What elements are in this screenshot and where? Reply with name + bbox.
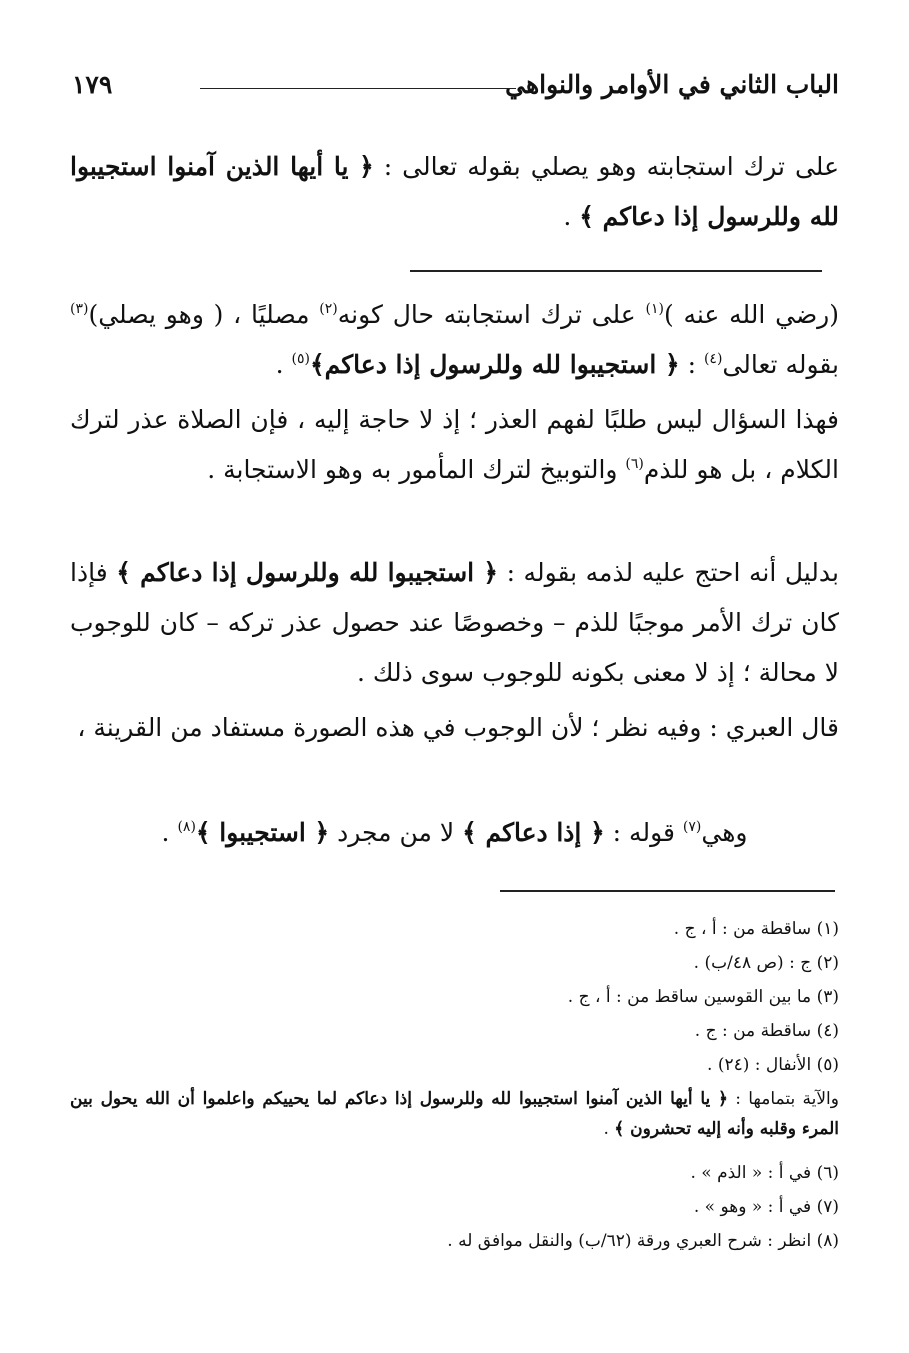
text-segment: بدليل أنه احتج عليه لذمه بقوله :	[498, 558, 839, 587]
verse-quote: ﴿ استجيبوا لله وللرسول إذا دعاكم ﴾	[116, 558, 499, 587]
running-header	[70, 68, 839, 108]
text-segment: والآية بتمامها :	[728, 1089, 839, 1109]
paragraph-3	[70, 548, 839, 698]
text-segment: والتوبيخ لترك المأمور به وهو الاستجابة .	[207, 455, 626, 484]
quote-end: .	[563, 202, 580, 231]
text-segment: فهذا السؤال ليس طلبًا لفهم العذر ؛ إذ لا حاجة إليه ، فإن الصلاة عذر لترك الكلام ، بل هو للذم	[70, 405, 839, 484]
footnote-1: (١) ساقطة من : أ ، ج .	[673, 919, 839, 939]
footnote-5: (٥) الأنفال : (٢٤) .	[707, 1055, 839, 1075]
footnote-2: (٢) ج : (ص ٤٨/ب) .	[693, 953, 839, 973]
verse-quote: ﴿ إذا دعاكم ﴾	[462, 818, 605, 847]
paragraph-2	[70, 395, 839, 495]
footnote-5-continuation	[70, 1084, 853, 1144]
verse-quote: ﴿ يا أيها الذين آمنوا استجيبوا لله وللرسول إذا دعاكم لما يحييكم واعلموا أن الله يحول بين المرء وقلبه وأنه إليه تحشرون ﴾	[70, 1089, 839, 1139]
footnote-marker: (٥)	[291, 350, 310, 367]
page-number: ١٧٩	[72, 70, 113, 99]
footnote-6: (٦) في أ : « الذم » .	[690, 1163, 839, 1183]
paragraph-1	[70, 290, 839, 390]
text-segment: قال العبري : وفيه نظر ؛ لأن الوجوب في هذه الصورة مستفاد من القرينة ،	[77, 713, 839, 742]
footnote-marker: (٢)	[319, 300, 338, 317]
text-segment: مصليًا ، ( وهو يصلي)	[88, 300, 320, 329]
text-segment: .	[603, 1119, 615, 1139]
text-segment: على ترك استجابته حال كونه	[337, 300, 646, 329]
verse-quote: ﴿ استجيبوا ﴾	[195, 818, 330, 847]
text-segment: لا من مجرد	[329, 818, 463, 847]
quote-text: على ترك استجابته وهو يصلي بقوله تعالى :	[373, 152, 839, 181]
chapter-title: الباب الثاني في الأوامر والنواهي	[505, 70, 839, 99]
text-segment: .	[161, 818, 178, 847]
footnote-marker: (٤)	[703, 350, 723, 367]
paragraph-4	[70, 703, 839, 753]
paragraph-5	[70, 808, 839, 858]
footnote-8: (٨) انظر : شرح العبري ورقة (٦٢/ب) والنقل موافق له .	[447, 1231, 839, 1251]
header-rule	[200, 88, 516, 89]
footnote-7: (٧) في أ : « وهو » .	[693, 1197, 839, 1217]
quote-paragraph	[70, 142, 839, 242]
text-segment: قوله :	[604, 818, 683, 847]
footnote-marker: (٨)	[177, 818, 196, 835]
footnote-marker: (٦)	[625, 455, 644, 472]
quote-verse: ﴿ يا أيها الذين آمنوا استجيبوا لله وللرسول إذا دعاكم ﴾	[70, 152, 839, 231]
text-segment: .	[275, 350, 292, 379]
text-segment: وهي	[701, 818, 748, 847]
footnote-divider	[500, 890, 835, 892]
text-segment: (رضي الله عنه )	[663, 300, 839, 329]
text-segment: بقوله تعالى	[722, 350, 839, 379]
section-divider	[410, 270, 822, 272]
text-segment: :	[679, 350, 704, 379]
footnote-marker: (٧)	[682, 818, 702, 835]
footnote-marker: (١)	[645, 300, 664, 317]
footnote-marker: (٣)	[70, 300, 89, 317]
verse-quote: ﴿ استجيبوا لله وللرسول إذا دعاكم﴾	[309, 350, 680, 379]
footnote-4: (٤) ساقطة من : ج .	[694, 1021, 839, 1041]
text-segment: فإذا كان ترك الأمر موجبًا للذم – وخصوصًا عند حصول عذر تركه – كان للوجوب لا محالة ؛ إذ لا معنى بكونه للوجوب سوى ذلك .	[70, 558, 839, 687]
footnote-3: (٣) ما بين القوسين ساقط من : أ ، ج .	[567, 987, 839, 1007]
